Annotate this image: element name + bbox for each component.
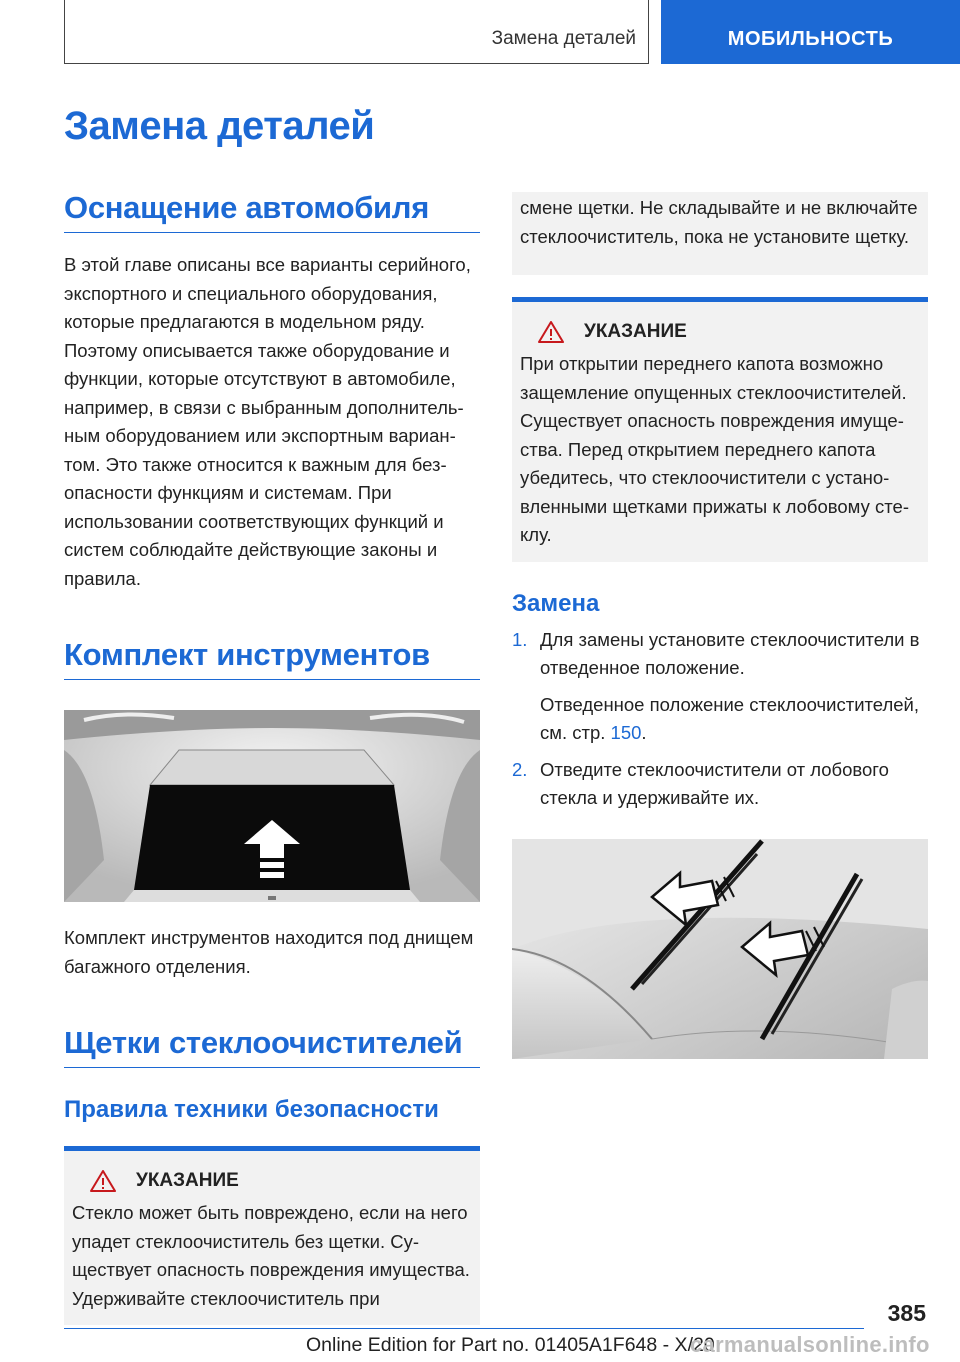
warning-box-2 bbox=[512, 297, 928, 562]
right-column bbox=[512, 192, 928, 1059]
toolkit-heading: Комплект инструментов bbox=[64, 637, 480, 680]
page-title: Замена деталей bbox=[64, 104, 375, 148]
toolkit-caption: Комплект инструментов находится под днищем багажного отделения. bbox=[64, 927, 474, 977]
trunk-illustration bbox=[64, 710, 480, 902]
header-section-tab[interactable] bbox=[661, 0, 960, 64]
replacement-heading: Замена bbox=[512, 589, 600, 617]
wiper-image bbox=[512, 839, 928, 1059]
safety-heading: Правила техники безопасности bbox=[64, 1096, 439, 1123]
wipers-heading: Щетки стеклоочистителей bbox=[64, 1025, 480, 1068]
step-1 bbox=[512, 626, 928, 748]
step-note-suffix: . bbox=[641, 722, 647, 743]
warning-header-1 bbox=[72, 1169, 472, 1193]
left-column bbox=[64, 190, 480, 1325]
page-link-150[interactable]: 150 bbox=[610, 722, 642, 743]
warning-triangle-icon bbox=[538, 320, 564, 344]
header-chapter-tab bbox=[64, 0, 649, 64]
footer-watermark[interactable]: carmanualsonline.info bbox=[690, 1332, 930, 1357]
step-note-text: Отведенное положение стеклоочистителей, см. стр. bbox=[540, 693, 920, 743]
equipment-heading: Оснащение автомобиля bbox=[64, 190, 480, 233]
replacement-steps bbox=[512, 626, 928, 813]
header-section-title: МОБИЛЬНОСТЬ bbox=[727, 28, 894, 50]
warning-title-1: УКАЗАНИЕ bbox=[136, 1170, 239, 1191]
warning-text-1-continuation: смене щетки. Не складывайте и не включайте стеклоочиститель, пока не установите щетку. bbox=[520, 197, 918, 247]
footer-divider bbox=[64, 1328, 864, 1329]
warning-header-2 bbox=[520, 320, 920, 344]
warning-text-1: Стекло может быть повреждено, если на него упадет стеклоочиститель без щетки. Существует опасность повреждения имущества. Удерживайте стеклоочиститель при bbox=[72, 1202, 470, 1309]
trunk-image bbox=[64, 710, 480, 902]
step-text: Отведите стеклоочистители от лобового стекла и удерживайте их. bbox=[540, 758, 889, 808]
equipment-text: В этой главе описаны все варианты серийного, экспортного и специального оборудования, которые предлагаются в модельном ряду. Поэтому описывается также оборудование и функции, которые отсутствуют в автомобиле, например, в связи с выбранным дополнительным оборудованием или экспортным вариантом. Это также относится к важным для безопасности функциям и системам. При использовании соответствующих функций и систем соблюдайте действующие законы и правила. bbox=[64, 254, 471, 589]
step-number: 1. bbox=[512, 628, 528, 650]
step-text: Для замены установите стеклоочистители в отведенное положение. bbox=[540, 628, 920, 678]
warning-text-2: При открытии переднего капота возможно защемление опущенных стеклоочистителей. Существует опасность повреждения имущества. Перед открытием переднего капота убедитесь, что стеклоочистители с установленными щетками прижаты к лобовому стеклу. bbox=[520, 353, 909, 545]
warning-triangle-icon bbox=[90, 1169, 116, 1193]
wiper-illustration bbox=[512, 839, 928, 1059]
warning-box-1 bbox=[64, 1146, 480, 1325]
step-2 bbox=[512, 756, 928, 813]
page-number: 385 bbox=[887, 1300, 926, 1326]
footer-edition: Online Edition for Part no. 01405A1F648 - X/20 bbox=[306, 1334, 715, 1356]
step-number: 2. bbox=[512, 758, 528, 780]
warning-title-2: УКАЗАНИЕ bbox=[584, 321, 687, 342]
header-chapter-title: Замена деталей bbox=[491, 28, 636, 49]
step-note bbox=[540, 691, 928, 748]
warning-box-1-continuation bbox=[512, 192, 928, 275]
